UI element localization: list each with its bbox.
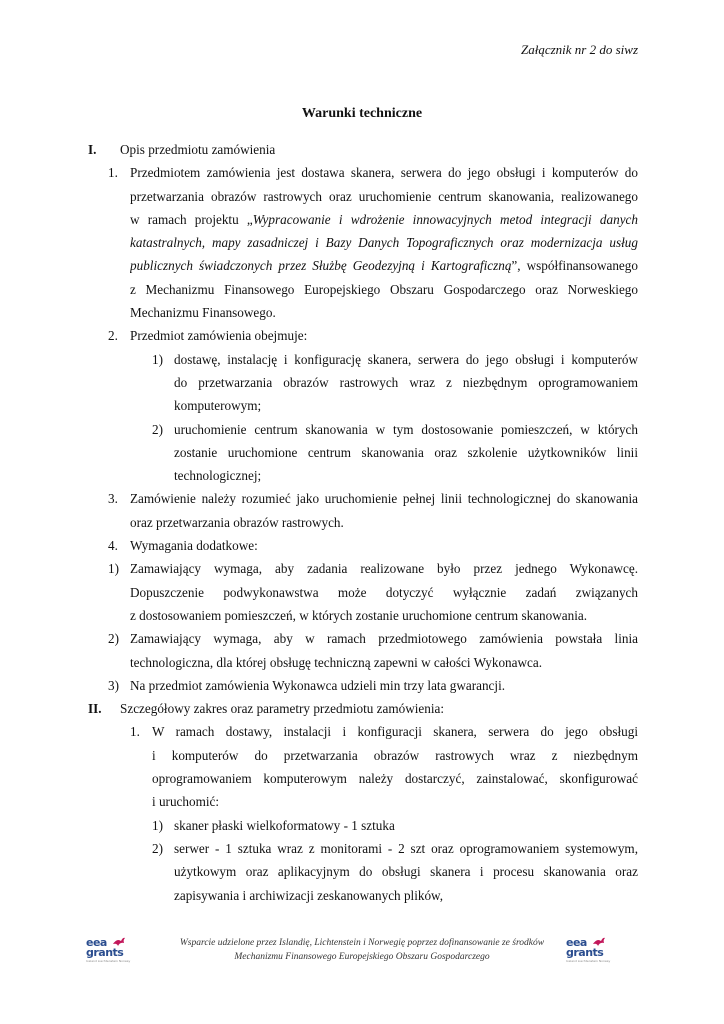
text-line: Mechanizmu Finansowego. xyxy=(130,305,276,321)
paragraph-line xyxy=(88,720,638,743)
subitem-line xyxy=(88,557,638,580)
text-line: do przetwarzania obrazów rastrowych wraz z niezbędnym oprogramowaniem xyxy=(174,374,638,390)
subitem-line xyxy=(88,837,638,860)
subitem-number: 2) xyxy=(108,631,119,647)
subitem-number: 2) xyxy=(152,421,163,437)
footer-text: Wsparcie udzielone przez Islandię, Lichtenstein i Norwegię poprzez dofinansowanie ze środków Mechanizmu Finansowego Europejskiego Obszaru Gospodarczego xyxy=(179,938,545,962)
text-line: publicznych świadczonych przez Służbę Geodezyjną i Kartograficzną”, współfinansowanego xyxy=(130,258,638,274)
item-number: 1. xyxy=(108,165,118,181)
section-heading xyxy=(88,697,638,720)
subitem-line xyxy=(88,814,638,837)
text-line: w ramach projektu „Wypracowanie i wdrożenie innowacyjnych metod integracji danych xyxy=(130,211,638,227)
item-number: 4. xyxy=(108,538,118,554)
eea-grants-logo: eea grants Iceland Liechtenstein Norway xyxy=(566,936,611,963)
text-line: Zamawiający wymaga, aby zadania realizowane było przez jednego Wykonawcę. xyxy=(130,561,638,577)
text-line: skaner płaski wielkoformatowy - 1 sztuka xyxy=(174,817,395,833)
text-line: z dostosowaniem pomieszczeń, w których zostanie uruchomione centrum skanowania. xyxy=(130,607,588,623)
text-line: dostawę, instalację i konfigurację skanera, serwera do jego obsługi i komputerów xyxy=(174,351,638,367)
text-line: oraz przetwarzania obrazów rastrowych. xyxy=(130,514,344,530)
subitem-number: 1) xyxy=(108,561,119,577)
text-line: technologiczna, dla której obsługę techniczną zapewni w całości Wykonawca. xyxy=(130,654,543,670)
text-line: komputerowym; xyxy=(174,398,262,414)
attachment-label: Załącznik nr 2 do siwz xyxy=(520,42,638,57)
section-title: Opis przedmiotu zamówienia xyxy=(120,142,276,157)
document-body xyxy=(88,138,638,907)
subitem-number: 3) xyxy=(108,677,119,693)
eea-grants-logo: eea grants Iceland Liechtenstein Norway xyxy=(86,936,131,963)
text-line: Na przedmiot zamówienia Wykonawca udzieli min trzy lata gwarancji. xyxy=(130,677,506,693)
text-line: Przedmiot zamówienia obejmuje: xyxy=(130,328,308,344)
page-title: Warunki techniczne xyxy=(301,106,423,121)
text-line: zostanie uruchomione centrum skanowania oraz szkolenie użytkowników linii xyxy=(174,444,638,460)
section-numeral: II. xyxy=(88,701,102,717)
subitem-number: 1) xyxy=(152,817,163,833)
subitem-line xyxy=(88,674,638,697)
text-line: i komputerów do przetwarzania obrazów rastrowych wraz z niezbędnym xyxy=(152,747,638,763)
text-line: użytkowym oraz aplikacyjnym do obsługi skanera i procesu skanowania oraz xyxy=(174,864,638,880)
section-numeral: I. xyxy=(88,142,97,157)
text-line: Przedmiotem zamówienia jest dostawa skanera, serwera do jego obsługi i komputerów do xyxy=(130,165,638,181)
bird-icon xyxy=(592,936,606,948)
text-line: Zamówienie należy rozumieć jako uruchomienie pełnej linii technologicznej do skanowania xyxy=(130,491,638,507)
section-heading xyxy=(88,138,638,161)
text-line: zapisywania i archiwizacji zeskanowanych plików, xyxy=(174,887,444,903)
subitem-line xyxy=(88,627,638,650)
text-line: serwer - 1 sztuka wraz z monitorami - 2 szt oraz oprogramowaniem systemowym, xyxy=(174,840,638,856)
text-line: Dopuszczenie podwykonawstwa może dotyczyć wyłącznie zadań związanych xyxy=(130,584,638,600)
subitem-number: 2) xyxy=(152,840,163,856)
text-line: technologicznej; xyxy=(174,468,262,484)
text-line: przetwarzania obrazów rastrowych oraz uruchomienie centrum skanowania, realizowanego xyxy=(130,188,638,204)
bird-icon xyxy=(112,936,126,948)
text-line: Zamawiający wymaga, aby w ramach przedmiotowego zamówienia powstała linia xyxy=(130,631,638,647)
text-line: i uruchomić: xyxy=(152,794,220,810)
item-number: 2. xyxy=(108,328,118,344)
page-footer xyxy=(0,936,724,976)
text-line: Wymagania dodatkowe: xyxy=(130,538,258,554)
item-number: 3. xyxy=(108,491,118,507)
subitem-line xyxy=(88,348,638,371)
text-line: uruchomienie centrum skanowania w tym dostosowanie pomieszczeń, w których xyxy=(174,421,638,437)
section-title: Szczegółowy zakres oraz parametry przedmiotu zamówienia: xyxy=(120,701,445,717)
text-line: z Mechanizmu Finansowego Europejskiego Obszaru Gospodarczego oraz Norweskiego xyxy=(130,281,638,297)
paragraph-line xyxy=(88,161,638,184)
item-number: 1. xyxy=(130,724,140,740)
paragraph-line xyxy=(88,324,638,347)
text-line: katastralnych, mapy zasadniczej i Bazy Danych Topograficznych oraz modernizacja usług xyxy=(130,235,638,251)
subitem-line xyxy=(88,418,638,441)
paragraph-line xyxy=(88,487,638,510)
text-line: W ramach dostawy, instalacji i konfiguracji skanera, serwera do jego obsługi xyxy=(152,724,638,740)
text-line: oprogramowaniem komputerowym należy dostarczyć, zainstalować, skonfigurować xyxy=(152,771,638,787)
subitem-number: 1) xyxy=(152,351,163,367)
paragraph-line xyxy=(88,534,638,557)
